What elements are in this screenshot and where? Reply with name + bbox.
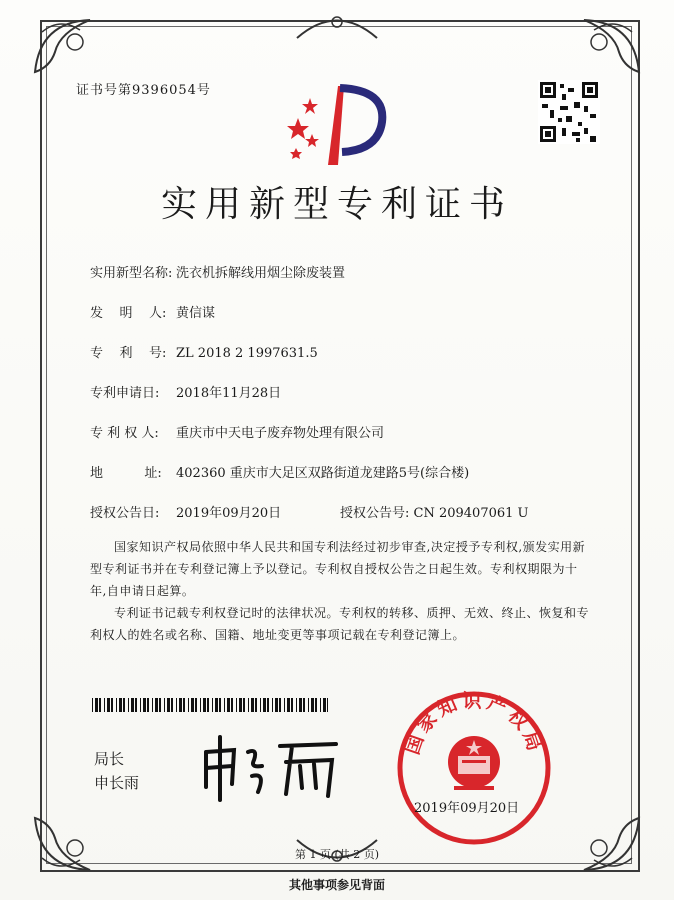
field-value: 洗衣机拆解线用烟尘除废装置: [176, 266, 346, 281]
barcode: [92, 697, 328, 711]
field-value: 黄信谋: [176, 306, 216, 321]
corner-ornament-top-left: [30, 12, 120, 82]
seal-date: 2019年09月20日: [414, 801, 520, 816]
corner-ornament-bottom-right: [554, 808, 644, 878]
field-label: 发 明 人:: [90, 306, 167, 321]
field-inventor: [90, 302, 215, 321]
field-value: 重庆市中天电子废弃物处理有限公司: [176, 426, 385, 441]
field-value: 2018年11月28日: [176, 386, 282, 401]
footer-note: 其他事项参见背面: [288, 878, 385, 892]
director-name: 申长雨: [94, 774, 140, 792]
field-patentee: [90, 422, 384, 441]
field-patent-number: [90, 342, 318, 361]
director-title: 局长: [94, 750, 125, 768]
certificate-number: 证书号第9396054号: [76, 83, 211, 98]
top-center-ornament: [287, 8, 387, 48]
page-number: 第 1 页 (共 2 页): [294, 848, 380, 861]
field-application-date: [90, 382, 281, 401]
field-grant-date: [90, 502, 281, 521]
grant-announcement-number: 授权公告号: CN 209407061 U: [340, 506, 529, 521]
field-label: 实用新型名称:: [90, 266, 173, 281]
field-label: 授权公告日:: [90, 506, 160, 521]
corner-ornament-top-right: [554, 12, 644, 82]
field-value: ZL 2018 2 1997631.5: [176, 346, 318, 361]
qr-code: [538, 80, 600, 144]
certificate-title: 实用新型专利证书: [160, 184, 513, 225]
field-label: 专利申请日:: [90, 386, 160, 401]
field-address: [90, 462, 469, 481]
field-label: 专 利 号:: [90, 346, 167, 361]
svg-text:国家知识产权局: 国家知识产权局: [401, 690, 547, 758]
legal-paragraph-2: 专利证书记载专利权登记时的法律状况。专利权的转移、质押、无效、终止、恢复和专利权人的姓名或名称、国籍、地址变更等事项记载在专利登记簿上。: [90, 606, 590, 642]
cnipa-logo: [286, 80, 396, 170]
legal-paragraph-1: 国家知识产权局依照中华人民共和国专利法经过初步审查,决定授予专利权,颁发实用新型专利证书并在专利登记簿上予以登记。专利权自授权公告之日起生效。专利权期限为十年,自申请日起算。: [90, 540, 586, 598]
field-utility-model-name: [90, 262, 345, 281]
field-value: 2019年09月20日: [176, 506, 282, 521]
field-value: 402360 重庆市大足区双路街道龙建路5号(综合楼): [176, 466, 470, 481]
field-label: 地 址:: [90, 466, 162, 481]
corner-ornament-bottom-left: [30, 808, 120, 878]
handwritten-signature: [196, 732, 346, 802]
official-seal: [396, 690, 552, 846]
field-label: 专 利 权 人:: [90, 426, 159, 441]
